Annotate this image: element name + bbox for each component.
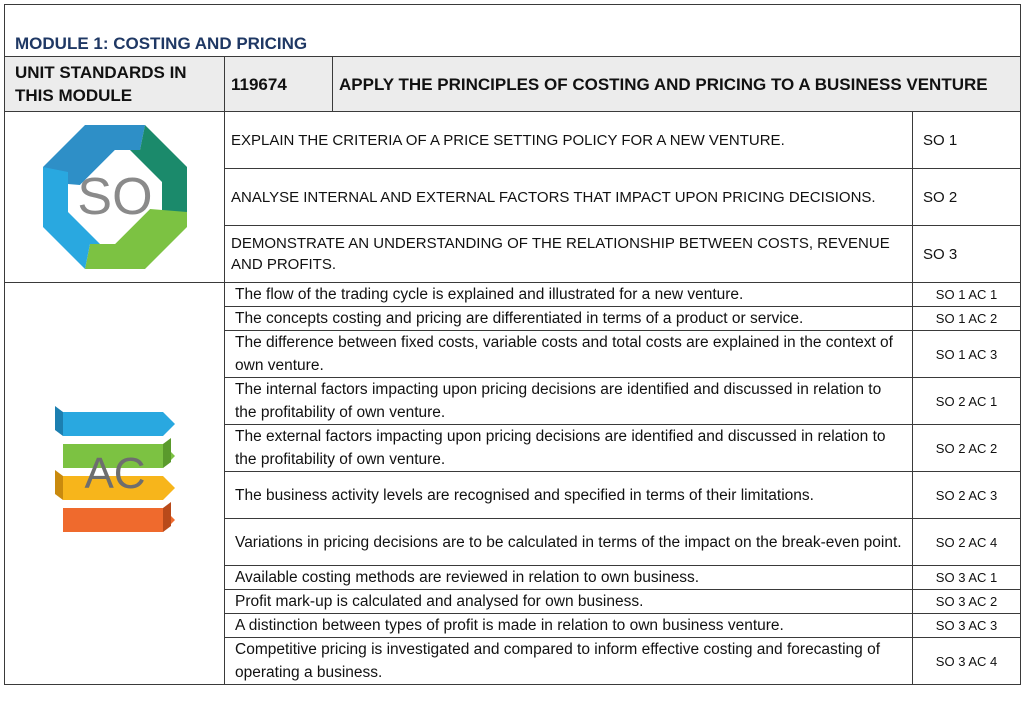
ac-logo-icon	[45, 404, 185, 564]
ac-logo-text: AC	[83, 448, 146, 498]
ac-text: The flow of the trading cycle is explained and illustrated for a new venture.	[225, 283, 913, 307]
ac-text: Profit mark-up is calculated and analysed for own business.	[225, 590, 913, 614]
ac-text: The internal factors impacting upon pricing decisions are identified and discussed in relation to the profitability of own venture.	[225, 378, 913, 425]
so-code: SO 1	[913, 112, 1021, 169]
so-code: SO 3	[913, 226, 1021, 283]
ac-text: The business activity levels are recognised and specified in terms of their limitations.	[225, 472, 913, 519]
so-logo-text: SO	[76, 168, 153, 226]
unit-number: 119674	[225, 57, 333, 112]
ac-code: SO 2 AC 2	[913, 425, 1021, 472]
ac-logo-cell	[5, 283, 225, 685]
ac-text: Available costing methods are reviewed in relation to own business.	[225, 566, 913, 590]
ac-text: The concepts costing and pricing are differentiated in terms of a product or service.	[225, 307, 913, 331]
ac-code: SO 1 AC 2	[913, 307, 1021, 331]
ac-code: SO 3 AC 1	[913, 566, 1021, 590]
so-text: EXPLAIN THE CRITERIA OF A PRICE SETTING POLICY FOR A NEW VENTURE.	[225, 112, 913, 169]
ac-code: SO 2 AC 1	[913, 378, 1021, 425]
so-logo-icon	[40, 122, 190, 272]
ac-code: SO 3 AC 4	[913, 638, 1021, 685]
module-table	[4, 4, 1021, 685]
ac-code: SO 2 AC 3	[913, 472, 1021, 519]
ac-text: A distinction between types of profit is made in relation to own business venture.	[225, 614, 913, 638]
ac-text: The difference between fixed costs, variable costs and total costs are explained in the context of own venture.	[225, 331, 913, 378]
so-text: ANALYSE INTERNAL AND EXTERNAL FACTORS THAT IMPACT UPON PRICING DECISIONS.	[225, 169, 913, 226]
so-logo-cell	[5, 112, 225, 283]
module-title: MODULE 1: COSTING AND PRICING	[5, 5, 1021, 57]
unit-standards-label: UNIT STANDARDS IN THIS MODULE	[5, 57, 225, 112]
so-text: DEMONSTRATE AN UNDERSTANDING OF THE RELATIONSHIP BETWEEN COSTS, REVENUE AND PROFITS.	[225, 226, 913, 283]
module-document	[4, 4, 1020, 685]
ac-code: SO 1 AC 1	[913, 283, 1021, 307]
ac-code: SO 1 AC 3	[913, 331, 1021, 378]
ac-code: SO 3 AC 3	[913, 614, 1021, 638]
so-code: SO 2	[913, 169, 1021, 226]
unit-title: APPLY THE PRINCIPLES OF COSTING AND PRICING TO A BUSINESS VENTURE	[333, 57, 1021, 112]
ac-text: Competitive pricing is investigated and compared to inform effective costing and forecasting of operating a business.	[225, 638, 913, 685]
ac-row	[5, 283, 1021, 307]
header-row	[5, 57, 1021, 112]
so-row	[5, 112, 1021, 169]
ac-code: SO 2 AC 4	[913, 519, 1021, 566]
ac-code: SO 3 AC 2	[913, 590, 1021, 614]
ac-text: The external factors impacting upon pricing decisions are identified and discussed in relation to the profitability of own venture.	[225, 425, 913, 472]
ac-text: Variations in pricing decisions are to be calculated in terms of the impact on the break-even point.	[225, 519, 913, 566]
